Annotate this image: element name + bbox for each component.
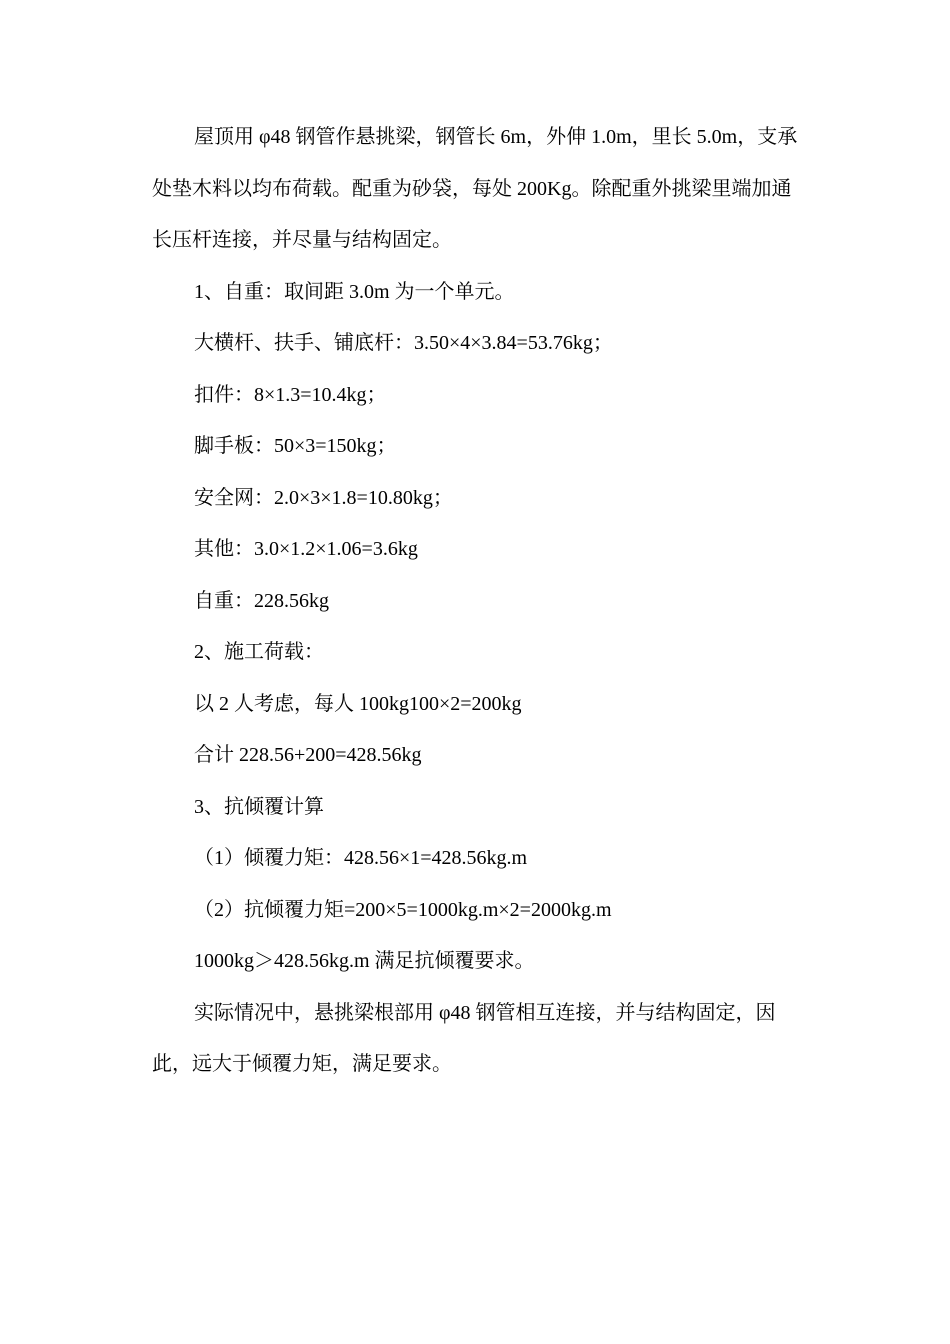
line-total-load: 合计 228.56+200=428.56kg [194,744,422,766]
line-overturning-moment: （1）倾覆力矩：428.56×1=428.56kg.m [194,847,528,869]
body-text [152,112,802,1091]
line-self-weight-total: 自重：228.56kg [194,589,329,612]
heading-overturning: 3、抗倾覆计算 [194,795,324,818]
line-conclusion: 1000kg＞428.56kg.m 满足抗倾覆要求。 [194,950,535,972]
line-worker-load: 以 2 人考虑，每人 100kg100×2=200kg [194,692,522,715]
line-scaffold-boards: 脚手板：50×3=150kg； [194,435,397,457]
line-resisting-moment: （2）抗倾覆力矩=200×5=1000kg.m×2=2000kg.m [194,898,612,921]
paragraph-actual-situation: 实际情况中，悬挑梁根部用 φ48 钢管相互连接，并与结构固定，因此，远大于倾覆力矩，满足要求。 [152,1001,776,1075]
line-horizontal-bars: 大横杆、扶手、铺底杆：3.50×4×3.84=53.76kg； [194,332,613,354]
line-others: 其他：3.0×1.2×1.06=3.6kg [194,538,418,560]
heading-construction-load: 2、施工荷载： [194,641,324,663]
line-safety-net: 安全网：2.0×3×1.8=10.80kg； [194,486,453,509]
heading-self-weight: 1、自重：取间距 3.0m 为一个单元。 [194,280,515,303]
paragraph-cantilever-intro: 屋顶用 φ48 钢管作悬挑梁，钢管长 6m，外伸 1.0m，里长 5.0m，支承处垫木料以均布荷载。配重为砂袋，每处 200Kg。除配重外挑梁里端加通长压杆连接，并尽量与结构固定。 [152,126,798,251]
line-fasteners: 扣件：8×1.3=10.4kg； [194,383,387,406]
